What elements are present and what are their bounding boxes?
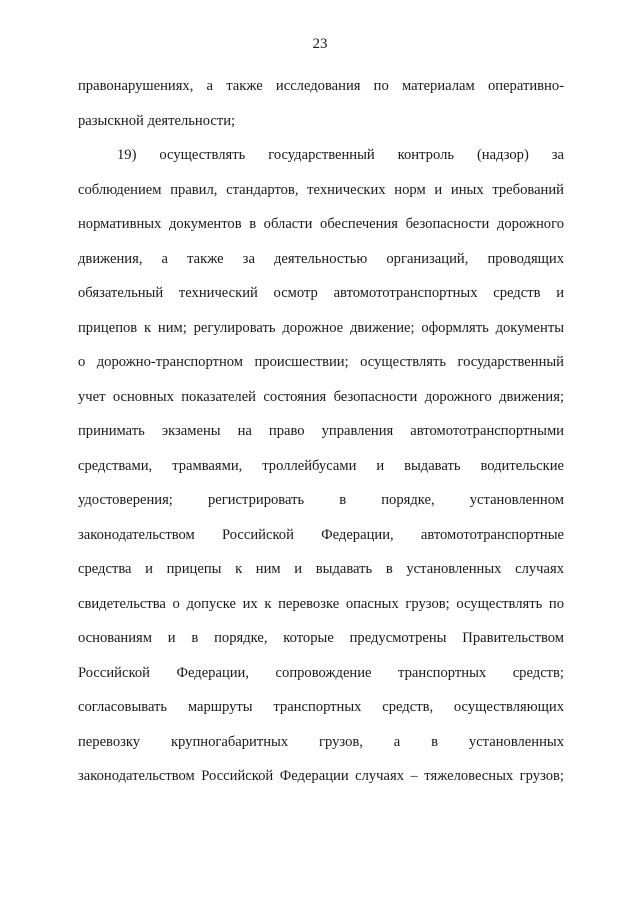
text-line: движения, а также за деятельностью организаций, проводящих <box>78 250 564 267</box>
text-line: о дорожно-транспортном происшествии; осуществлять государственный <box>78 354 564 370</box>
text-line: законодательством Российской Федерации случаях – тяжеловесных грузов; <box>78 768 564 784</box>
page-number: 23 <box>312 36 328 52</box>
text-line: обязательный технический осмотр автомототранспортных средств и <box>78 285 564 301</box>
text-line: согласовывать маршруты транспортных средств, осуществляющих <box>78 699 564 715</box>
text-line: разыскной деятельности; <box>78 112 236 129</box>
text-line: средствами, трамваями, троллейбусами и выдавать водительские <box>78 457 564 474</box>
text-line: принимать экзамены на право управления автомототранспортными <box>78 423 564 439</box>
text-line: прицепов к ним; регулировать дорожное движение; оформлять документы <box>78 319 564 336</box>
text-line: 19) осуществлять государственный контроль (надзор) за <box>117 147 564 163</box>
text-line: правонарушениях, а также исследования по материалам оперативно- <box>78 78 564 94</box>
text-line: соблюдением правил, стандартов, технических норм и иных требований <box>78 181 564 198</box>
text-line: удостоверения; регистрировать в порядке, установленном <box>78 492 564 508</box>
text-line: свидетельства о допуске их к перевозке опасных грузов; осуществлять по <box>78 595 564 612</box>
text-line: учет основных показателей состояния безопасности дорожного движения; <box>78 388 564 405</box>
text-line: средства и прицепы к ним и выдавать в установленных случаях <box>78 561 564 577</box>
text-line: Российской Федерации, сопровождение транспортных средств; <box>78 664 564 681</box>
text-line: перевозку крупногабаритных грузов, а в установленных <box>78 733 564 750</box>
document-body <box>78 69 564 794</box>
text-line: основаниям и в порядке, которые предусмотрены Правительством <box>78 630 564 646</box>
text-line: законодательством Российской Федерации, автомототранспортные <box>78 526 564 543</box>
text-line: нормативных документов в области обеспечения безопасности дорожного <box>78 216 564 232</box>
